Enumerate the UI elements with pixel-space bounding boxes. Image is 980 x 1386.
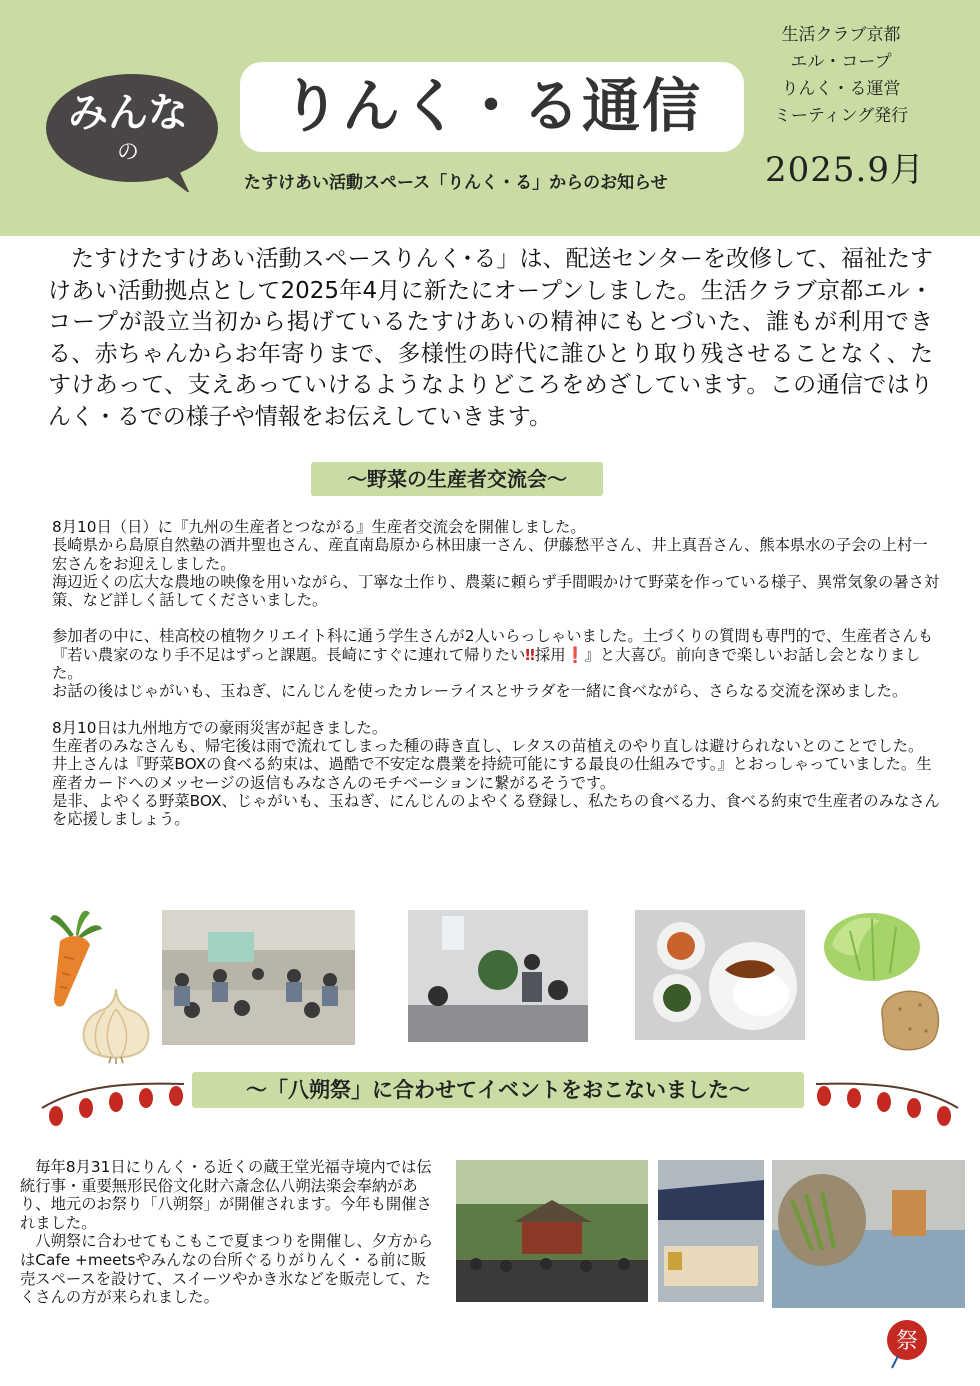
publisher-line: りんく・る運営 [781, 79, 901, 99]
festival-photo-temple [456, 1160, 648, 1302]
article-paragraph: 海辺近くの広大な農地の映像を用いながら、丁寧な土作り、農薬に頼らず手間暇かけて野菜を作っている様子、異常気象の暑さ対策、など詳しく話してくださいました。 [52, 572, 940, 610]
intro-paragraph: たすけたすけあい活動スペースりんく･る」は、配送センターを改修して、福祉たすけあい活動拠点として2025年4月に新たにオープンしました。生活クラブ京都エル・コープが設立当初から掲げているたすけあいの精神にもとづいた、誰もが利用できる、赤ちゃんからお年寄りまで、多様性の時代に誰ひとり取り残させることなく、たすけあって、支えあっていけるようなよりどころをめざしています。この通信ではりんく・るでの様子や情報をお伝えしていきます。 [48, 246, 933, 430]
festival-stamp-icon [884, 1318, 930, 1370]
hassaku-article [20, 1158, 438, 1307]
newsletter-title: りんく・る通信 [281, 72, 702, 140]
article-paragraph: 毎年8月31日にりんく・る近くの蔵王堂光福寺境内では伝統行事・重要無形民俗文化財六斎念仏八朔法楽会奉納があり、地元のお祭り「八朔祭」が開催されます。今年も開催されました。 [20, 1158, 432, 1232]
festival-photo-food [772, 1160, 965, 1308]
article-paragraph: 長崎県から島原自然塾の酒井聖也さん、産直南島原から林田康一さん、伊藤愁平さん、井上真吾さん、熊本県水の子会の上村一宏さんをお迎えしました。 [52, 536, 928, 573]
meeting-photo-2 [408, 910, 588, 1042]
bubble-label: みんな [68, 90, 188, 136]
exclamation-mark: ❗ [565, 645, 585, 664]
section-heading-hassaku: ～「八朔祭」に合わせてイベントをおこないました～ [192, 1072, 804, 1108]
publisher-line: 生活クラブ京都 [781, 25, 901, 45]
potato-icon [872, 985, 944, 1055]
article-paragraph: 8月10日（日）に『九州の生産者とつながる』生産者交流会を開催しました。 [52, 518, 586, 536]
exclamation-mark: ‼ [525, 645, 535, 664]
festival-photo-stall [658, 1160, 764, 1302]
article-paragraph: 8月10日は九州地方での豪雨災害が起きました。 [52, 718, 388, 737]
newsletter-subtitle: たすけあい活動スペース「りんく・る」からのお知らせ [244, 173, 668, 193]
lantern-garland-right-icon [812, 1078, 962, 1148]
article-paragraph: お話の後はじゃがいも、玉ねぎ、にんじんを使ったカレーライスとサラダを一緒に食べながら、さらなる交流を深めました。 [52, 682, 908, 701]
bubble-particle: の [116, 140, 139, 165]
lantern-garland-left-icon [38, 1078, 188, 1148]
article-paragraph: 参加者の中に、桂高校の植物クリエイト科に通う学生さんが2人いらっしゃいました。土づくりの質問も専門的で、生産者さんも『若い農家のなり手不足はずっと課題。長崎にすぐに連れて帰りたい‼採用❗』と大喜び。前向きで楽しいお話し会となりました。 [52, 627, 934, 683]
producers-article [52, 518, 940, 828]
onion-icon [75, 985, 157, 1065]
article-paragraph: 是非、よやくる野菜BOX、じゃがいも、玉ねぎ、にんじんのよやくる登録し、私たちの食べる力、食べる約束で生産者のみなさんを応援しましょう。 [52, 791, 940, 829]
cabbage-icon [820, 905, 925, 985]
publisher-block [756, 22, 926, 130]
svg-text:祭: 祭 [895, 1329, 919, 1354]
publisher-line: エル・コープ [790, 52, 892, 72]
article-paragraph: 八朔祭に合わせてもこもこで夏まつりを開催し、夕方からはCafe +meetsやみんなの台所ぐるりがりんく・る前に販売スペースを設けて、スイーツやかき氷などを販売して、たくさんの方が来られました。 [20, 1232, 434, 1307]
publisher-line: ミーティング発行 [773, 106, 909, 126]
article-paragraph: 生産者のみなさんも、帰宅後は雨で流れてしまった種の蒔き直し、レタスの苗植えのやり直しは避けられないとのことでした。 [52, 736, 924, 755]
article-paragraph: 井上さんは『野菜BOXの食べる約束は、過酷で不安定な農業を持続可能にする最良の仕組みです。』とおっしゃっていました。生産者カードへのメッセージの返信もみなさんのモチベーションに繋がるそうです。 [52, 755, 932, 792]
meeting-photo-1 [162, 910, 355, 1045]
curry-lunch-photo [635, 910, 805, 1040]
section-heading-producers: ～野菜の生産者交流会～ [311, 462, 603, 496]
issue-date: 2025.9月 [765, 150, 925, 190]
